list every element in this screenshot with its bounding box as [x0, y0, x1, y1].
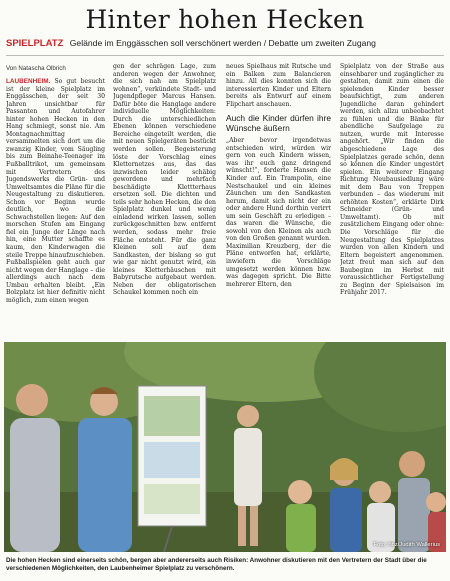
column-1 [6, 78, 105, 336]
author-byline: Von Natascha Olbrich [6, 65, 66, 72]
photo-caption: Die hohen Hecken sind einerseits schön, bergen aber andererseits auch Risiken: Anwohner diskutieren mit den Vertretern der Stadt über die verschiedenen Möglichkeiten, den Laubenheimer Spielplatz zu verschönern. [6, 557, 427, 572]
header-rule [6, 55, 444, 56]
column-4 [340, 63, 444, 341]
photo-credit: Foto: hbz/Judith Wallerius [373, 542, 440, 548]
column-1-text: So gut besucht ist der kleine Spielplatz im Enggässchen, der seit 30 Jahren unsichtbar für Passanten und Autofahrer hinter hohen Hecken in den Hang schmiegt, sonst nie. Am Montagnachmittag versammelten sich dort um die zwanzig Kinder, vom Säugling bis zum Beinahe-Teenager im Fußballtrikot, um gemeinsam mit Vertretern des Jugendswerks die Grün- und Umweltsamtes die Pläne für die Neugestaltung zu diskutieren. Schon vor Beginn wurde deutlich, wo die Schwachstellen liegen: Auf den morschen Stufen am Eingang fiel ein Junge der Länge nach hin, eine Mutter schaffte es kaum, den Kinderwagen die steile Treppe hinaufzuschieben. Fußballspielen geht auch gar nicht wegen der Hanglage – die allerdings auch nach dem Umbau erhalten bleibt. „Ein Bolzplatz ist hier definitiv nicht möglich, zum einen wegen [6, 78, 105, 304]
column-3-text-b: „Aber bevor irgendetwas entschieden wird, würden wir gern von euch Kindern wissen, was ihr euch ganz dringend wünscht!“, forderte Hansen die Kinder auf. Ein Trampolin, eine Nestschaukel und ein kleines Zäunchen um den Sandkasten herum, damit sich nicht der ein oder andere Hund dorthin verirrt um sein Geschäft zu erledigen – das waren die Wünsche, die sowohl von den Kleinen als auch von den Großen genannt wurden. Maximilian Kreuzberg, der die Pläne entworfen hat, erklärte, inwiefern die Vorschläge umgesetzt werden können bzw. was dagegen spricht. Die Bitte mehrerer Eltern, den [226, 137, 331, 288]
intertitle: Auch die Kinder dürfen ihre Wünsche äußern [226, 113, 331, 134]
dateline: LAUBENHEIM. [6, 78, 51, 85]
photo-illustration [4, 342, 446, 552]
paragraph [6, 78, 105, 304]
column-2 [113, 63, 216, 341]
column-3-text-a: neues Spielhaus mit Rutsche und ein Balken zum Balancieren hinzu. All dies konnten sich die interessierten Kinder und Eltern bereits als Entwurf auf einem Flipchart anschauen. [226, 63, 331, 108]
column-4-text: Spielplatz von der Straße aus einsehbarer und zugänglicher zu gestalten, damit zum einen die spielenden Kinder besser beaufsichtigt, zum anderen Jugendliche daran gehindert werden, sich allzu unbeobachtet zu fühlen und die Bänke für abendliche Saufgelage zu nutzen, wurde mit Interesse angehört. „Wir finden die abgeschiedene Lage des Spielplatzes gerade schön, denn so können die Kinder ungestört spielen. Ein weiterer Eingang Richtung Neubausiedlung wäre mit dem Bau von Treppen verbunden – das wiederum mit erhöhten Kosten“, erklärte Dirk Schneider (Grün- und Umweltamt). Ob mit zusätzlichem Eingang oder ohne: Die Vorschläge für die Neugestaltung des Spielplatzes wurden von allen Kindern und Eltern begeistert angenommen. Jetzt freut man sich auf den Baubeginn im Herbst mit voraussichtlicher Fertigstellung zu Beginn der Spielsaison im Frühjahr 2017. [340, 63, 444, 297]
article-photo [4, 342, 446, 552]
column-2-text: gen der schrägen Lage, zum anderen wegen der Anwohner, die sich nah am Spielplatz wohnen“, verkündete Stadt- und Jugendpfleger Marcus Hansen. Dafür böte die Hanglage andere individuelle Möglichkeiten: Durch die unterschiedlichen Ebenen können verschiedene Bereiche eingeteilt werden, die mit neuen Spielgeräten bestückt werden sollen. Begeisterung löste der Vorschlag eines Kletternetzes aus, das das inzwischen leider schäbig gewordene und mehrfach beschädigte Klettterhaus ersetzen soll. Die dichten und teils sehr hohen Hecken, die den Spielplatz dunkel und wenig einladend wirken lassen, sollen zurückgeschnitten bzw. entfernt werden, sodass mehr freie Fläche entsteht. Für die ganz Kleinen soll auf dem Sandkasten, der bislang so gut wie gar nicht genutzt wird, ein kleines Kletterhäuschen mit Babyrutsche aufgebaut werden. Neben der obligatorischen Schaukel kommen noch ein [113, 63, 216, 297]
rubric-label: SPIELPLATZ [6, 38, 64, 49]
column-3 [226, 63, 331, 341]
subheadline-row [6, 38, 446, 49]
headline: Hinter hohen Hecken [85, 5, 365, 34]
subheadline: Gelände im Enggässchen soll verschönert werden / Debatte um zweiten Zugang [69, 38, 376, 48]
